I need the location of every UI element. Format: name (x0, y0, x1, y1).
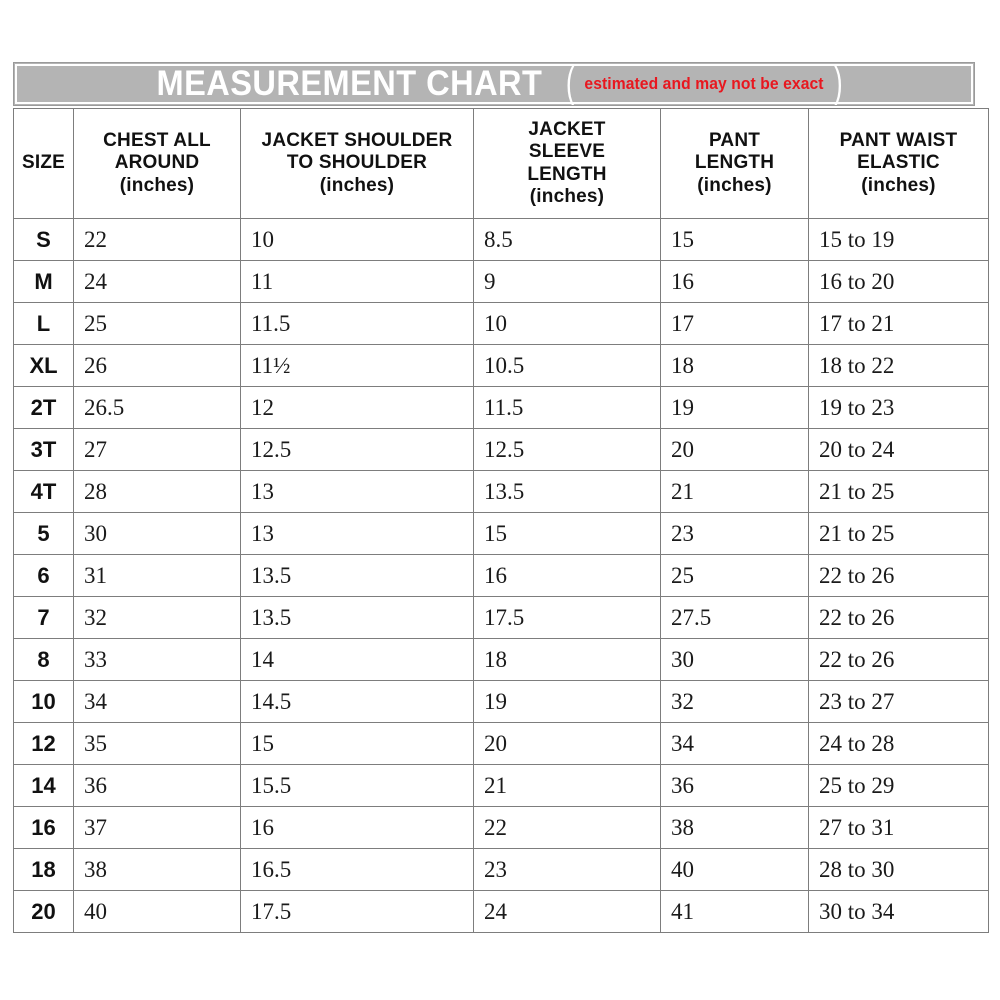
title-disclaimer: estimated and may not be exact (584, 73, 825, 93)
cell-size: 12 (14, 723, 74, 765)
cell-jacket-shoulder: 13 (241, 513, 474, 555)
table-row (14, 765, 989, 807)
cell-size: 20 (14, 891, 74, 933)
table-row (14, 681, 989, 723)
cell-jacket-sleeve: 21 (474, 765, 661, 807)
header-line: (inches) (529, 185, 605, 207)
cell-jacket-shoulder: 11 (241, 261, 474, 303)
cell-jacket-shoulder: 13.5 (241, 597, 474, 639)
header-line: (inches) (319, 174, 395, 196)
cell-pant-length: 19 (661, 387, 809, 429)
table-body (14, 219, 989, 933)
cell-pant-length: 40 (661, 849, 809, 891)
table-row (14, 513, 989, 555)
cell-pant-length: 23 (661, 513, 809, 555)
cell-size: 4T (14, 471, 74, 513)
chart-title-inner (142, 62, 846, 105)
cell-jacket-shoulder: 11½ (241, 345, 474, 387)
cell-jacket-sleeve: 15 (474, 513, 661, 555)
cell-jacket-sleeve: 17.5 (474, 597, 661, 639)
table-row (14, 303, 989, 345)
cell-pant-waist: 23 to 27 (809, 681, 989, 723)
column-header-jacket-shoulder (241, 109, 474, 219)
cell-jacket-shoulder: 13 (241, 471, 474, 513)
cell-pant-waist: 15 to 19 (809, 219, 989, 261)
cell-pant-length: 17 (661, 303, 809, 345)
table-row (14, 639, 989, 681)
header-line: (inches) (119, 174, 195, 196)
cell-size: XL (14, 345, 74, 387)
cell-pant-length: 16 (661, 261, 809, 303)
cell-chest: 32 (74, 597, 241, 639)
cell-pant-length: 27.5 (661, 597, 809, 639)
cell-jacket-shoulder: 13.5 (241, 555, 474, 597)
cell-pant-waist: 28 to 30 (809, 849, 989, 891)
cell-pant-waist: 19 to 23 (809, 387, 989, 429)
cell-size: 7 (14, 597, 74, 639)
table-row (14, 597, 989, 639)
table-header (14, 109, 989, 219)
cell-jacket-sleeve: 20 (474, 723, 661, 765)
cell-jacket-shoulder: 14.5 (241, 681, 474, 723)
cell-jacket-shoulder: 15.5 (241, 765, 474, 807)
cell-pant-waist: 22 to 26 (809, 639, 989, 681)
header-row (14, 109, 989, 219)
cell-pant-length: 21 (661, 471, 809, 513)
header-line: PANT WAIST (839, 129, 958, 151)
cell-pant-length: 34 (661, 723, 809, 765)
cell-pant-waist: 22 to 26 (809, 555, 989, 597)
header-line: (inches) (697, 174, 772, 196)
column-header-jacket-sleeve (474, 109, 661, 219)
header-line: LENGTH (527, 163, 607, 185)
column-header-pant-waist (809, 109, 989, 219)
cell-jacket-sleeve: 10.5 (474, 345, 661, 387)
cell-pant-waist: 18 to 22 (809, 345, 989, 387)
header-line: JACKET (528, 118, 606, 140)
cell-chest: 38 (74, 849, 241, 891)
cell-size: 6 (14, 555, 74, 597)
cell-chest: 22 (74, 219, 241, 261)
cell-pant-waist: 21 to 25 (809, 513, 989, 555)
cell-pant-waist: 24 to 28 (809, 723, 989, 765)
cell-pant-length: 38 (661, 807, 809, 849)
cell-chest: 28 (74, 471, 241, 513)
cell-jacket-shoulder: 12 (241, 387, 474, 429)
cell-jacket-shoulder: 12.5 (241, 429, 474, 471)
cell-jacket-sleeve: 12.5 (474, 429, 661, 471)
cell-pant-length: 32 (661, 681, 809, 723)
cell-pant-waist: 22 to 26 (809, 597, 989, 639)
cell-pant-length: 36 (661, 765, 809, 807)
table-row (14, 849, 989, 891)
cell-pant-length: 30 (661, 639, 809, 681)
cell-chest: 37 (74, 807, 241, 849)
column-header-chest (74, 109, 241, 219)
cell-size: 5 (14, 513, 74, 555)
cell-pant-length: 25 (661, 555, 809, 597)
chart-title-banner (13, 62, 975, 106)
cell-chest: 34 (74, 681, 241, 723)
cell-jacket-sleeve: 19 (474, 681, 661, 723)
cell-chest: 30 (74, 513, 241, 555)
header-line: ELASTIC (857, 152, 940, 174)
header-line: PANT (708, 129, 761, 151)
cell-jacket-shoulder: 10 (241, 219, 474, 261)
cell-chest: 24 (74, 261, 241, 303)
table-row (14, 555, 989, 597)
cell-chest: 36 (74, 765, 241, 807)
cell-size: M (14, 261, 74, 303)
table-row (14, 471, 989, 513)
cell-pant-waist: 27 to 31 (809, 807, 989, 849)
cell-pant-waist: 30 to 34 (809, 891, 989, 933)
header-line: SIZE (21, 152, 66, 174)
cell-jacket-shoulder: 11.5 (241, 303, 474, 345)
cell-pant-waist: 21 to 25 (809, 471, 989, 513)
table-row (14, 261, 989, 303)
cell-jacket-sleeve: 8.5 (474, 219, 661, 261)
table-row (14, 807, 989, 849)
title-paren-open: ( (565, 62, 575, 106)
table-row (14, 219, 989, 261)
cell-jacket-shoulder: 16.5 (241, 849, 474, 891)
header-line: TO SHOULDER (286, 152, 428, 174)
cell-size: 18 (14, 849, 74, 891)
column-header-size (14, 109, 74, 219)
table-row (14, 429, 989, 471)
cell-jacket-sleeve: 16 (474, 555, 661, 597)
cell-pant-waist: 17 to 21 (809, 303, 989, 345)
cell-chest: 26 (74, 345, 241, 387)
cell-size: 8 (14, 639, 74, 681)
cell-pant-length: 20 (661, 429, 809, 471)
header-line: SLEEVE (528, 141, 606, 163)
cell-jacket-sleeve: 24 (474, 891, 661, 933)
cell-jacket-sleeve: 23 (474, 849, 661, 891)
cell-pant-waist: 20 to 24 (809, 429, 989, 471)
cell-pant-length: 18 (661, 345, 809, 387)
measurement-table (13, 108, 989, 933)
cell-jacket-sleeve: 10 (474, 303, 661, 345)
cell-size: L (14, 303, 74, 345)
header-line: JACKET SHOULDER (261, 129, 453, 151)
cell-size: 3T (14, 429, 74, 471)
cell-size: 14 (14, 765, 74, 807)
cell-pant-length: 41 (661, 891, 809, 933)
title-paren-close: ) (834, 62, 844, 106)
cell-jacket-sleeve: 11.5 (474, 387, 661, 429)
cell-chest: 31 (74, 555, 241, 597)
cell-pant-length: 15 (661, 219, 809, 261)
cell-size: 2T (14, 387, 74, 429)
cell-jacket-sleeve: 9 (474, 261, 661, 303)
cell-jacket-shoulder: 14 (241, 639, 474, 681)
cell-chest: 35 (74, 723, 241, 765)
table-row (14, 891, 989, 933)
cell-chest: 40 (74, 891, 241, 933)
cell-jacket-sleeve: 18 (474, 639, 661, 681)
cell-pant-waist: 16 to 20 (809, 261, 989, 303)
table-row (14, 723, 989, 765)
column-header-pant-length (661, 109, 809, 219)
table-row (14, 345, 989, 387)
cell-chest: 33 (74, 639, 241, 681)
header-line: CHEST ALL (103, 129, 211, 151)
cell-jacket-shoulder: 16 (241, 807, 474, 849)
cell-chest: 27 (74, 429, 241, 471)
cell-chest: 25 (74, 303, 241, 345)
cell-size: 10 (14, 681, 74, 723)
cell-jacket-sleeve: 22 (474, 807, 661, 849)
header-line: LENGTH (694, 152, 775, 174)
cell-jacket-sleeve: 13.5 (474, 471, 661, 513)
cell-pant-waist: 25 to 29 (809, 765, 989, 807)
table-row (14, 387, 989, 429)
header-line: AROUND (114, 152, 200, 174)
cell-jacket-shoulder: 15 (241, 723, 474, 765)
cell-size: 16 (14, 807, 74, 849)
cell-jacket-shoulder: 17.5 (241, 891, 474, 933)
header-line: (inches) (861, 174, 936, 196)
page-title: MEASUREMENT CHART (156, 63, 543, 103)
cell-size: S (14, 219, 74, 261)
cell-chest: 26.5 (74, 387, 241, 429)
